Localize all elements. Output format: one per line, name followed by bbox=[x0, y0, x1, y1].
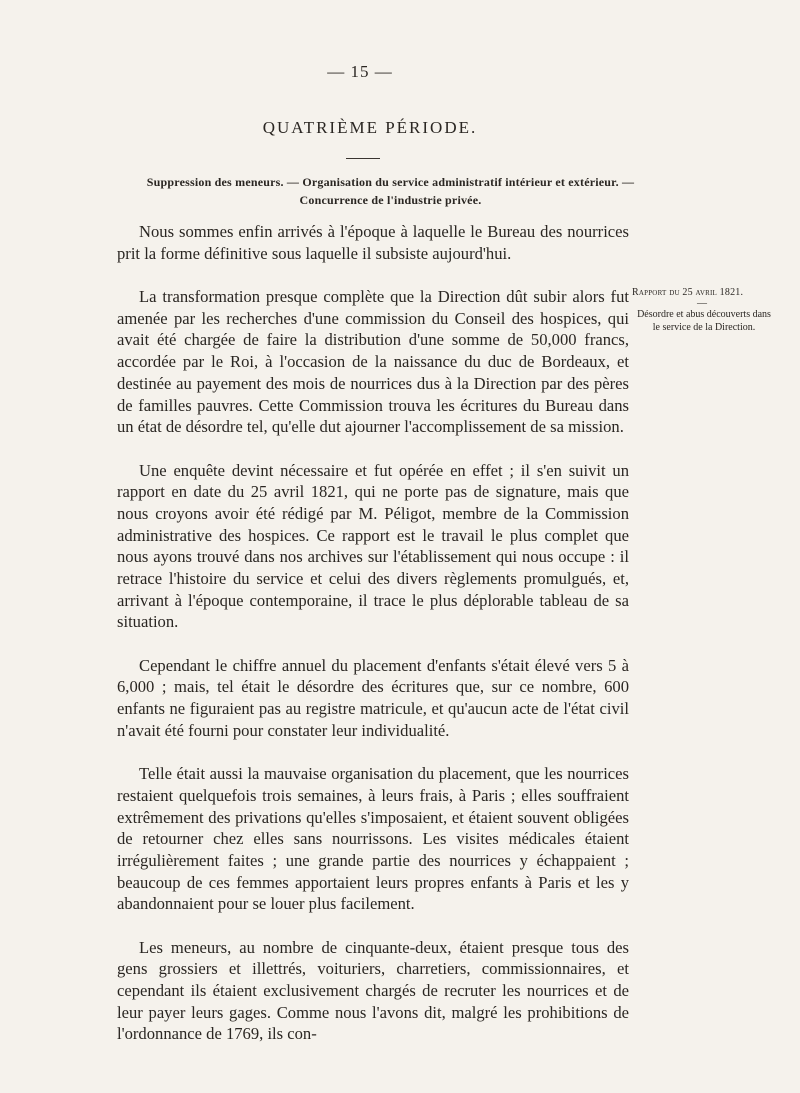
paragraph-5: Telle était aussi la mauvaise organisation du placement, que les nourrices restaient quelquefois trois semaines, à leurs frais, à Paris ; elles souffraient extrêmement des privations qu'elles s'imposaient, et étaient souvent obligées de retourner chez elles sans nourrissons. Les visites médicales étaient irrégulièrement faites ; une grande partie des nourrices y échappaient ; beaucoup de ces femmes apportaient leurs propres enfants à Paris et les y abandonnaient pour se louer plus facilement. bbox=[117, 764, 629, 914]
paragraph-1: Nous sommes enfin arrivés à l'époque à laquelle le Bureau des nourrices prit la forme définitive sous laquelle il subsiste aujourd'hui. bbox=[117, 222, 629, 263]
page-number: — 15 — bbox=[327, 62, 393, 81]
paragraph-6: Les meneurs, au nombre de cinquante-deux, étaient presque tous des gens grossiers et illettrés, voituriers, charretiers, commissionnaires, et cependant ils étaient exclusivement chargés de recruter les nourrices et de leur payer leurs gages. Comme nous l'avons dit, malgré les prohibitions de l'ordonnance de 1769, ils con- bbox=[117, 937, 629, 1044]
title-divider bbox=[346, 158, 380, 159]
paragraph-2: La transformation presque complète que la Direction dût subir alors fut amenée par les recherches d'une commission du Conseil des hospices, qui avait été chargée de faire la distribution d'une somme de 50,000 francs, accordée par le Roi, à l'occasion de la naissance du duc de Bordeaux, et destinée au payement des mois de nourrices dus à la Direction par des pères de familles pauvres. Cette Commission trouva les écritures du Bureau dans un état de désordre tel, qu'elle dut ajourner l'accomplissement de sa mission. bbox=[117, 287, 629, 437]
paragraph-4: Cependant le chiffre annuel du placement d'enfants s'était élevé vers 5 à 6,000 ; mais, tel était le désordre des écritures que, sur ce nombre, 600 enfants ne figuraient pas au registre matricule, et qu'aucun acte de l'état civil n'avait été fourni pour constater leur individualité. bbox=[117, 655, 629, 740]
paragraph-3: Une enquête devint nécessaire et fut opérée en effet ; il s'en suivit un rapport en date du 25 avril 1821, qui ne porte pas de signature, mais que nous croyons avoir été rédigé par M. Péligot, membre de la Commission administrative des hospices. Ce rapport est le travail le plus complet que nous ayons trouvé dans nos archives sur l'établissement qui nous occupe : il retrace l'histoire du service et celui des divers règlements promulgués, et, arrivant à l'époque contemporaine, il trace le plus déplorable tableau de sa situation. bbox=[117, 460, 629, 632]
period-title: QUATRIÈME PÉRIODE. bbox=[262, 118, 478, 137]
margin-note bbox=[632, 286, 772, 334]
margin-note-description: Désordre et abus découverts dans le service de la Direction. bbox=[637, 309, 771, 333]
margin-note-heading: Rapport du 25 avril 1821. bbox=[632, 287, 744, 298]
section-subtitle: Suppression des meneurs. — Organisation du service administratif intérieur et extérieur. — Concurrence de l'industrie privée. bbox=[146, 175, 635, 207]
margin-note-dash: — bbox=[697, 298, 707, 309]
body-text bbox=[117, 221, 629, 1045]
